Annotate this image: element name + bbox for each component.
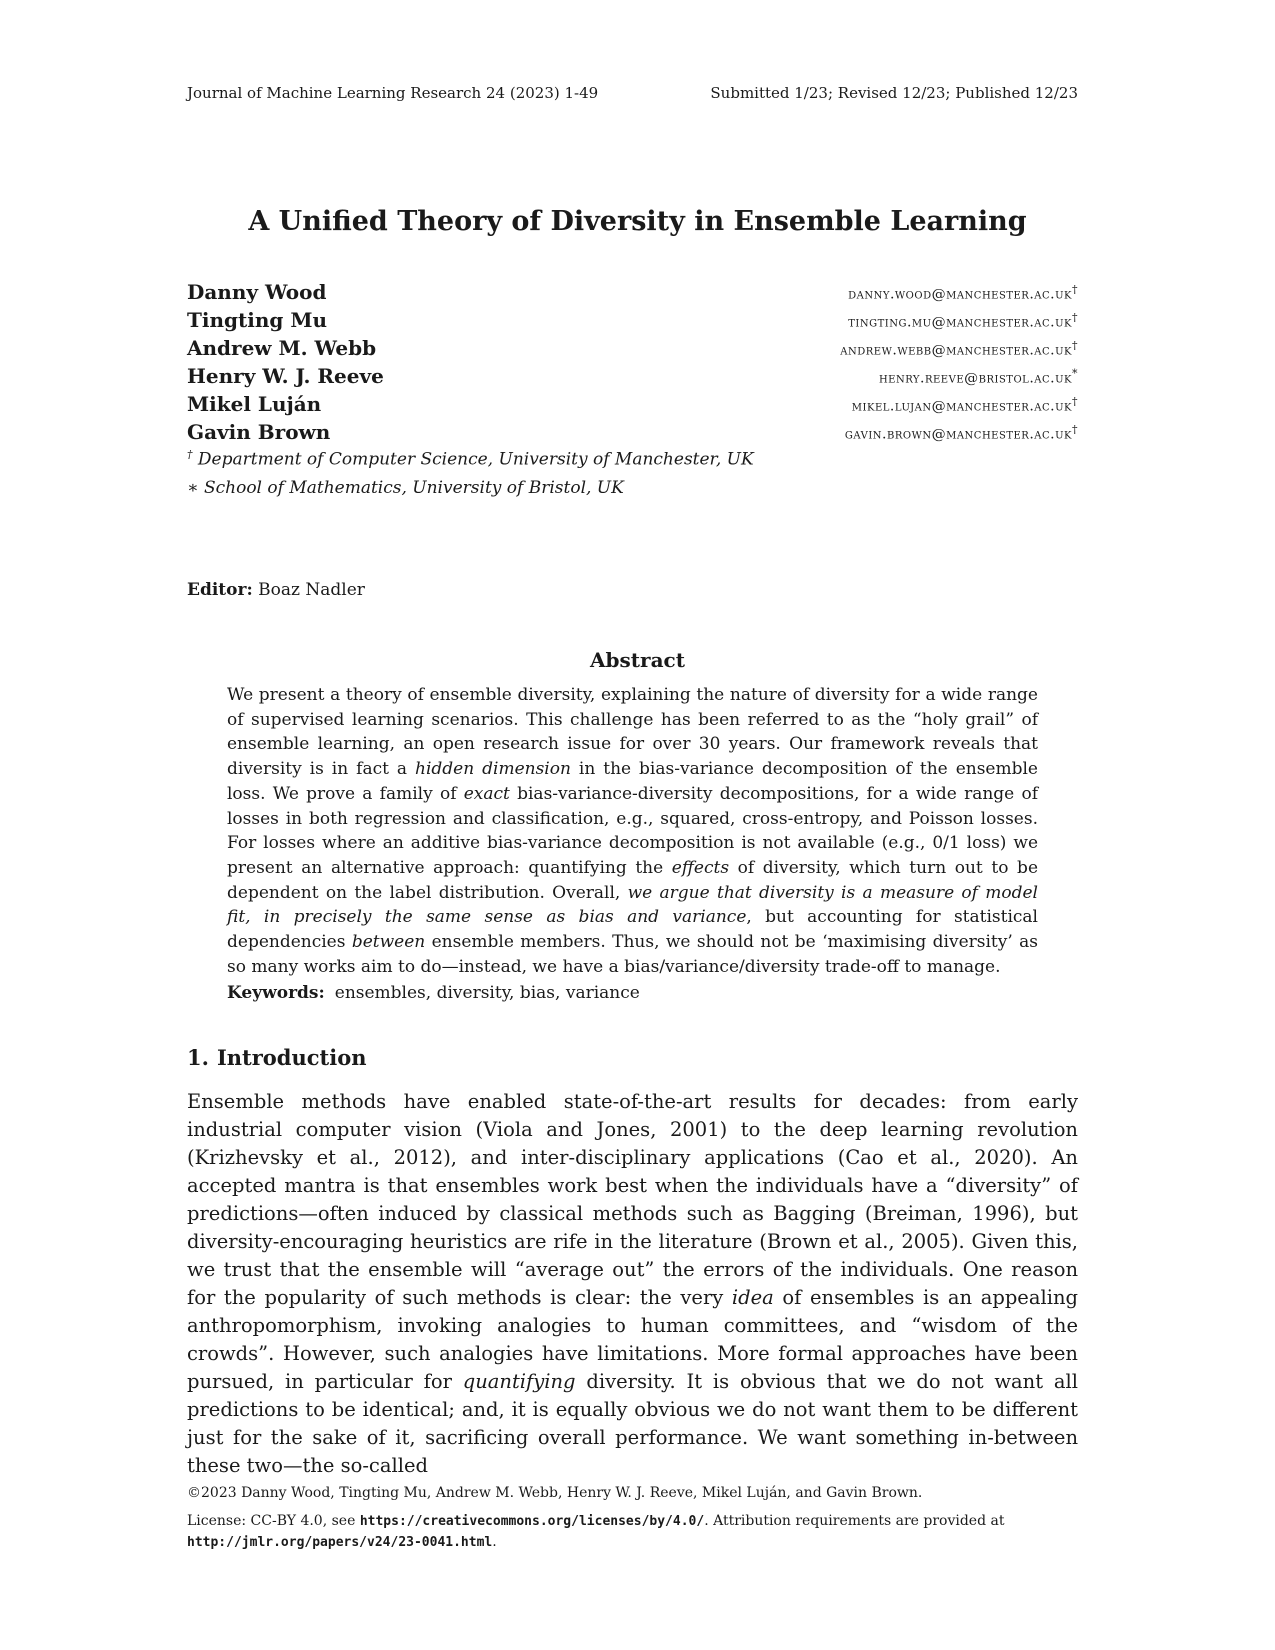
page-footer (187, 1485, 1078, 1553)
affiliation-mark: † (1072, 283, 1078, 297)
author-name: Henry W. J. Reeve (187, 364, 384, 388)
affiliations (187, 448, 754, 508)
section-heading-introduction: 1. Introduction (187, 1045, 367, 1070)
author-name: Tingting Mu (187, 308, 328, 332)
author-name: Mikel Luján (187, 392, 322, 416)
abstract-body (227, 683, 1038, 1006)
author-row (187, 308, 1078, 336)
affiliation-mark: † (1072, 311, 1078, 325)
author-email[interactable]: andrew.webb@manchester.ac.uk† (840, 339, 1078, 359)
journal-info: Journal of Machine Learning Research 24 (2023) 1-49 (187, 84, 599, 102)
author-name: Gavin Brown (187, 420, 331, 444)
author-email[interactable]: henry.reeve@bristol.ac.uk* (878, 367, 1078, 387)
affiliation-mark: † (1072, 395, 1078, 409)
editor-line (187, 580, 365, 600)
affiliation-manchester: † Department of Computer Science, University of Manchester, UK (187, 448, 754, 470)
author-name: Andrew M. Webb (187, 336, 377, 360)
author-list (187, 280, 1078, 448)
copyright-notice: ©2023 Danny Wood, Tingting Mu, Andrew M. Webb, Henry W. J. Reeve, Mikel Luján, and Gavin Brown. (187, 1485, 923, 1501)
license-link[interactable]: https://creativecommons.org/licenses/by/4.0/ (359, 1514, 705, 1529)
author-row (187, 420, 1078, 448)
editor-name: Boaz Nadler (258, 580, 365, 600)
author-name: Danny Wood (187, 280, 327, 304)
paper-link[interactable]: http://jmlr.org/papers/v24/23-0041.html (187, 1535, 493, 1550)
author-row (187, 336, 1078, 364)
editor-label: Editor: (187, 580, 253, 600)
affiliation-bristol: ∗ School of Mathematics, University of Bristol, UK (187, 478, 624, 498)
author-email[interactable]: mikel.lujan@manchester.ac.uk† (851, 395, 1078, 415)
keywords-list: ensembles, diversity, bias, variance (334, 983, 640, 1004)
running-head (187, 84, 1078, 102)
author-email[interactable]: danny.wood@manchester.ac.uk† (848, 283, 1078, 303)
introduction-paragraph: Ensemble methods have enabled state-of-the-art results for decades: from early industrial computer vision (Viola and Jones, 2001) to the deep learning revolution (Krizhevsky et al., 2012), and inter-disciplinary applications (Cao et al., 2020). An accepted mantra is that ensembles work best when the individuals have a “diversity” of predictions—often induced by classical methods such as Bagging (Breiman, 1996), but diversity-encouraging heuristics are rife in the literature (Brown et al., 2005). Given this, we trust that the ensemble will “average out” the errors of the individuals. One reason for the popularity of such methods is clear: the very idea of ensembles is an appealing anthropomorphism, invoking analogies to human committees, and “wisdom of the crowds”. However, such analogies have limitations. More formal approaches have been pursued, in particular for quantifying diversity. It is obvious that we do not want all predictions to be identical; and, it is equally obvious we do not want them to be different just for the sake of it, sacrificing overall performance. We want something in-between these two—the so-called (187, 1090, 1079, 1477)
author-row (187, 392, 1078, 420)
paper-title: A Unified Theory of Diversity in Ensemble Learning (248, 206, 1027, 237)
license-notice: License: CC-BY 4.0, see https://creativecommons.org/licenses/by/4.0/. Attribution requirements are provided at http://jmlr.org/papers/v24/23-0041.html. (187, 1513, 1005, 1550)
publication-dates: Submitted 1/23; Revised 12/23; Published 12/23 (710, 84, 1078, 102)
author-row (187, 280, 1078, 308)
abstract-heading: Abstract (590, 648, 685, 672)
affiliation-mark: † (1072, 423, 1078, 437)
affiliation-mark: † (1072, 339, 1078, 353)
abstract-text: We present a theory of ensemble diversity, explaining the nature of diversity for a wide range of supervised learning scenarios. This challenge has been referred to as the “holy grail” of ensemble learning, an open research issue for over 30 years. Our framework reveals that diversity is in fact a hidden dimension in the bias-variance decomposition of the ensemble loss. We prove a family of exact bias-variance-diversity decompositions, for a wide range of losses in both regression and classification, e.g., squared, cross-entropy, and Poisson losses. For losses where an additive bias-variance decomposition is not available (e.g., 0/1 loss) we present an alternative approach: quantifying the effects of diversity, which turn out to be dependent on the label distribution. Overall, we argue that diversity is a measure of model fit, in precisely the same sense as bias and variance, but accounting for statistical dependencies between ensemble members. Thus, we should not be ‘maximising diversity’ as so many works aim to do—instead, we have a bias/variance/diversity trade-off to manage. (227, 685, 1039, 977)
author-email[interactable]: tingting.mu@manchester.ac.uk† (848, 311, 1078, 331)
author-row (187, 364, 1078, 392)
author-email[interactable]: gavin.brown@manchester.ac.uk† (844, 423, 1078, 443)
affiliation-mark: * (1072, 367, 1078, 381)
keywords-label: Keywords: (227, 983, 325, 1004)
keywords (227, 981, 1038, 1006)
